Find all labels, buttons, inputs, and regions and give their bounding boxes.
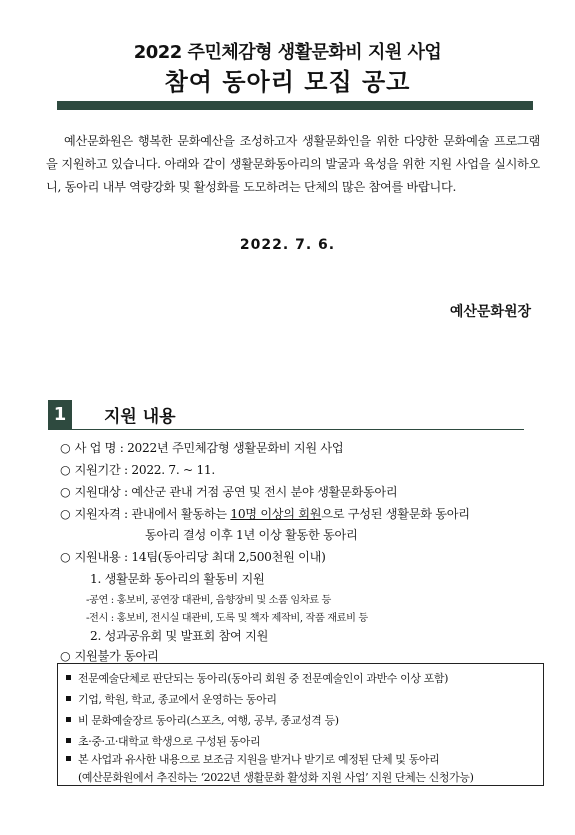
- sub-item-exhibition: -전시 : 홍보비, 전시실 대관비, 도록 및 책자 제작비, 작품 재료비 등: [86, 613, 368, 624]
- notice-footnote: (예산문화원에서 추진하는 ‘2022년 생활문화 활성화 지원 사업’ 지원 단체는 신청가능): [78, 771, 474, 784]
- issuer-name: 예산문화원장: [449, 304, 531, 320]
- notice-item-text: 본 사업과 유사한 내용으로 보조금 지원을 받거나 받기로 예정된 단체 및 동아리: [78, 753, 440, 766]
- notice-item-text: 기업, 학원, 학교, 종교에서 운영하는 동아리: [78, 693, 277, 706]
- circle-bullet-icon: ○: [60, 507, 71, 521]
- circle-bullet-icon: ○: [60, 649, 71, 663]
- list-item-ineligible: [60, 647, 158, 664]
- document-subtitle: 참여 동아리 모집 공고: [164, 68, 411, 96]
- square-bullet-icon: [66, 756, 71, 761]
- sub-item-sharing-support: 2. 성과공유회 및 발표회 참여 지원: [90, 629, 269, 643]
- square-bullet-icon: [66, 675, 71, 680]
- qualification-suffix: 으로 구성된 생활문화 동아리: [321, 507, 470, 521]
- list-item-content: [60, 548, 326, 565]
- notice-item: [66, 712, 339, 728]
- list-item-period: [60, 461, 215, 478]
- content-text: 지원내용 : 14팀(동아리당 최대 2,500천원 이내): [74, 550, 326, 564]
- square-bullet-icon: [66, 696, 71, 701]
- qualification-prefix: 지원자격 : 관내에서 활동하는: [74, 507, 231, 521]
- ineligible-text: 지원불가 동아리: [74, 649, 159, 663]
- qualification-underlined: 10명 이상의 회원: [230, 507, 322, 521]
- notice-item-text: 초·중·고·대학교 학생으로 구성된 동아리: [78, 735, 261, 748]
- square-bullet-icon: [66, 717, 71, 722]
- intro-paragraph: 예산문화원은 행복한 문화예산을 조성하고자 생활문화인을 위한 다양한 문화예술 프로그램을 지원하고 있습니다. 아래와 같이 생활문화동아리의 발굴과 육성을 위한 지원 사업을 실시하오니, 동아리 내부 역량강화 및 활성화를 도모하려는 단체의 많은 참여를 바랍니다.: [46, 134, 540, 194]
- sub-item-performance: -공연 : 홍보비, 공연장 대관비, 음향장비 및 소품 임차료 등: [86, 595, 331, 606]
- notice-item: [66, 751, 439, 767]
- notice-item: [66, 691, 277, 707]
- notice-item-text: 비 문화예술장르 동아리(스포츠, 여행, 공부, 종교성격 등): [78, 714, 339, 727]
- list-item-qualification: [60, 505, 470, 522]
- title-divider-bar: [57, 101, 533, 110]
- notice-item: [66, 670, 448, 686]
- sub-item-activity-support: 1. 생활문화 동아리의 활동비 지원: [90, 572, 265, 586]
- list-item-target: [60, 483, 397, 500]
- square-bullet-icon: [66, 738, 71, 743]
- circle-bullet-icon: ○: [60, 463, 71, 477]
- section-number-badge: 1: [48, 400, 72, 429]
- circle-bullet-icon: ○: [60, 441, 71, 455]
- circle-bullet-icon: ○: [60, 485, 71, 499]
- notice-item: [66, 733, 260, 749]
- qualification-line2: 동아리 결성 이후 1년 이상 활동한 동아리: [145, 528, 358, 542]
- section-title: 지원 내용: [104, 407, 176, 427]
- project-name-text: 사 업 명 : 2022년 주민체감형 생활문화비 지원 사업: [74, 441, 344, 455]
- circle-bullet-icon: ○: [60, 550, 71, 564]
- document-title: 2022 주민체감형 생활문화비 지원 사업: [133, 42, 442, 63]
- notice-item-text: 전문예술단체로 판단되는 동아리(동아리 회원 중 전문예술인이 과반수 이상 포함): [78, 672, 449, 685]
- list-item-project: [60, 439, 343, 456]
- target-text: 지원대상 : 예산군 관내 거점 공연 및 전시 분야 생활문화동아리: [74, 485, 398, 499]
- section-underline: [48, 429, 524, 430]
- ineligible-notice-box: [57, 663, 544, 786]
- period-text: 지원기간 : 2022. 7. ~ 11.: [74, 463, 215, 477]
- announcement-date: 2022. 7. 6.: [239, 237, 336, 253]
